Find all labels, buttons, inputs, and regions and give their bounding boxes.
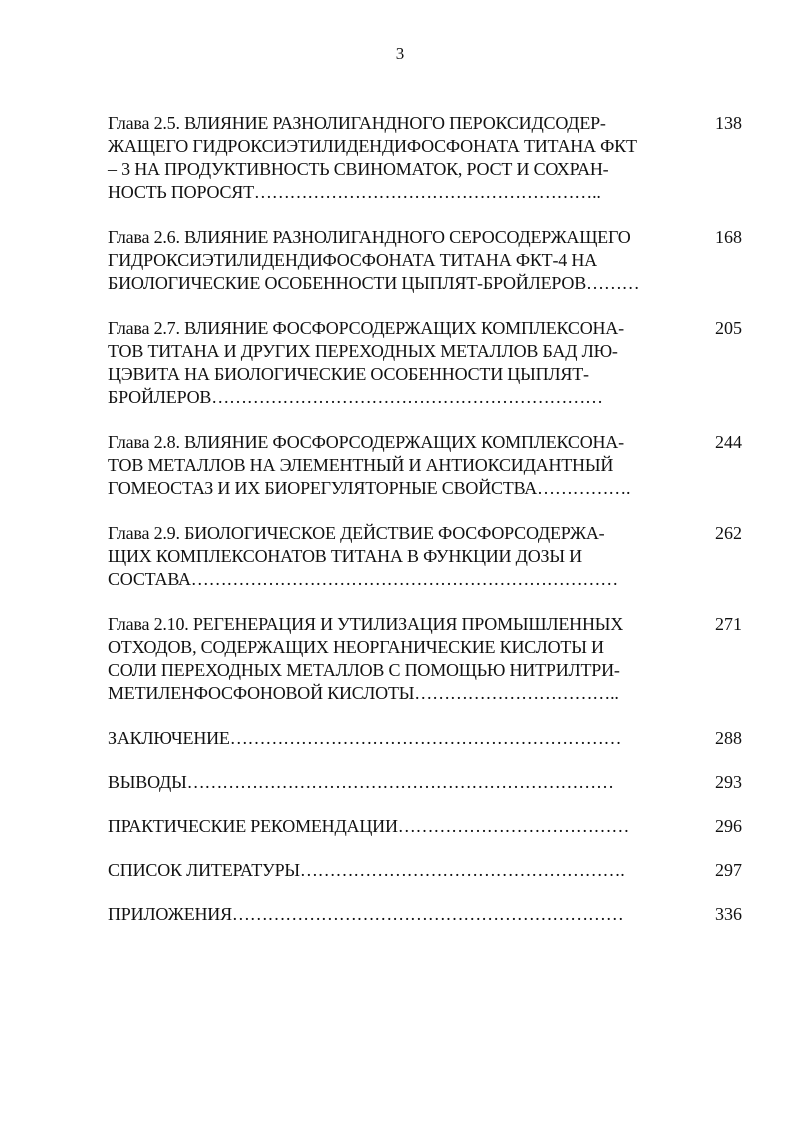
toc-entry-chapter-2-10	[108, 613, 748, 705]
toc-entry-title: Глава 2.9. БИОЛОГИЧЕСКОЕ ДЕЙСТВИЕ ФОСФОРСОДЕРЖА- ЩИХ КОМПЛЕКСОНАТОВ ТИТАНА В ФУНКЦИИ ДОЗЫ И СОСТАВА………………………………………………………………	[108, 523, 618, 589]
toc-entry-page: 288	[715, 728, 742, 748]
toc-entry-page: 244	[715, 432, 742, 452]
toc-entry-title: Глава 2.10. РЕГЕНЕРАЦИЯ И УТИЛИЗАЦИЯ ПРОМЫШЛЕННЫХ ОТХОДОВ, СОДЕРЖАЩИХ НЕОРГАНИЧЕСКИЕ КИСЛОТЫ И СОЛИ ПЕРЕХОДНЫХ МЕТАЛЛОВ С ПОМОЩЬЮ НИТРИЛТРИ- МЕТИЛЕНФОСФОНОВОЙ КИСЛОТЫ……………………………..	[108, 614, 624, 703]
toc-entry-conclusion	[108, 727, 748, 750]
toc-entry-chapter-2-9	[108, 522, 748, 591]
toc-entry-page: 336	[715, 904, 742, 924]
toc-entry-title: ЗАКЛЮЧЕНИЕ…………………………………………………………	[108, 728, 622, 748]
toc-entry-title: Глава 2.6. ВЛИЯНИЕ РАЗНОЛИГАНДНОГО СЕРОСОДЕРЖАЩЕГО ГИДРОКСИЭТИЛИДЕНДИФОСФОНАТА ТИТАНА ФКТ-4 НА БИОЛОГИЧЕСКИЕ ОСОБЕННОСТИ ЦЫПЛЯТ-БРОЙЛЕРОВ………	[108, 227, 640, 293]
page-number: 3	[395, 44, 405, 63]
toc-entry-title: Глава 2.8. ВЛИЯНИЕ ФОСФОРСОДЕРЖАЩИХ КОМПЛЕКСОНА- ТОВ МЕТАЛЛОВ НА ЭЛЕМЕНТНЫЙ И АНТИОКСИДАНТНЫЙ ГОМЕОСТАЗ И ИХ БИОРЕГУЛЯТОРНЫЕ СВОЙСТВА…………….	[108, 432, 631, 498]
toc-entry-appendices	[108, 903, 748, 926]
toc-entry-title: Глава 2.5. ВЛИЯНИЕ РАЗНОЛИГАНДНОГО ПЕРОКСИДСОДЕР- ЖАЩЕГО ГИДРОКСИЭТИЛИДЕНДИФОСФОНАТА ТИТАНА ФКТ – 3 НА ПРОДУКТИВНОСТЬ СВИНОМАТОК, РОСТ И СОХРАН- НОСТЬ ПОРОСЯТ…………………………………………………..	[108, 113, 637, 202]
toc-entry-page: 296	[715, 816, 742, 836]
toc-entry-chapter-2-6	[108, 226, 748, 295]
toc-entry-references	[108, 859, 748, 882]
toc-entry-chapter-2-5	[108, 112, 748, 204]
toc-entry-title: ПРИЛОЖЕНИЯ…………………………………………………………	[108, 904, 624, 924]
toc-entry-title: ВЫВОДЫ………………………………………………………………	[108, 772, 614, 792]
table-of-contents	[108, 112, 748, 947]
toc-entry-page: 168	[715, 227, 742, 247]
toc-entry-recommendations	[108, 815, 748, 838]
toc-entry-page: 297	[715, 860, 742, 880]
toc-entry-page: 205	[715, 318, 742, 338]
toc-entry-page: 293	[715, 772, 742, 792]
toc-entry-page: 138	[715, 113, 742, 133]
toc-entry-page: 271	[715, 614, 742, 634]
toc-entry-page: 262	[715, 523, 742, 543]
toc-entry-chapter-2-7	[108, 317, 748, 409]
toc-entry-title: Глава 2.7. ВЛИЯНИЕ ФОСФОРСОДЕРЖАЩИХ КОМПЛЕКСОНА- ТОВ ТИТАНА И ДРУГИХ ПЕРЕХОДНЫХ МЕТАЛЛОВ БАД ЛЮ- ЦЭВИТА НА БИОЛОГИЧЕСКИЕ ОСОБЕННОСТИ ЦЫПЛЯТ- БРОЙЛЕРОВ…………………………………………………………	[108, 318, 624, 407]
toc-entry-title: СПИСОК ЛИТЕРАТУРЫ……………………………………………….	[108, 860, 625, 880]
toc-entry-chapter-2-8	[108, 431, 748, 500]
toc-entry-title: ПРАКТИЧЕСКИЕ РЕКОМЕНДАЦИИ…………………………………	[108, 816, 630, 836]
toc-entry-findings	[108, 771, 748, 794]
